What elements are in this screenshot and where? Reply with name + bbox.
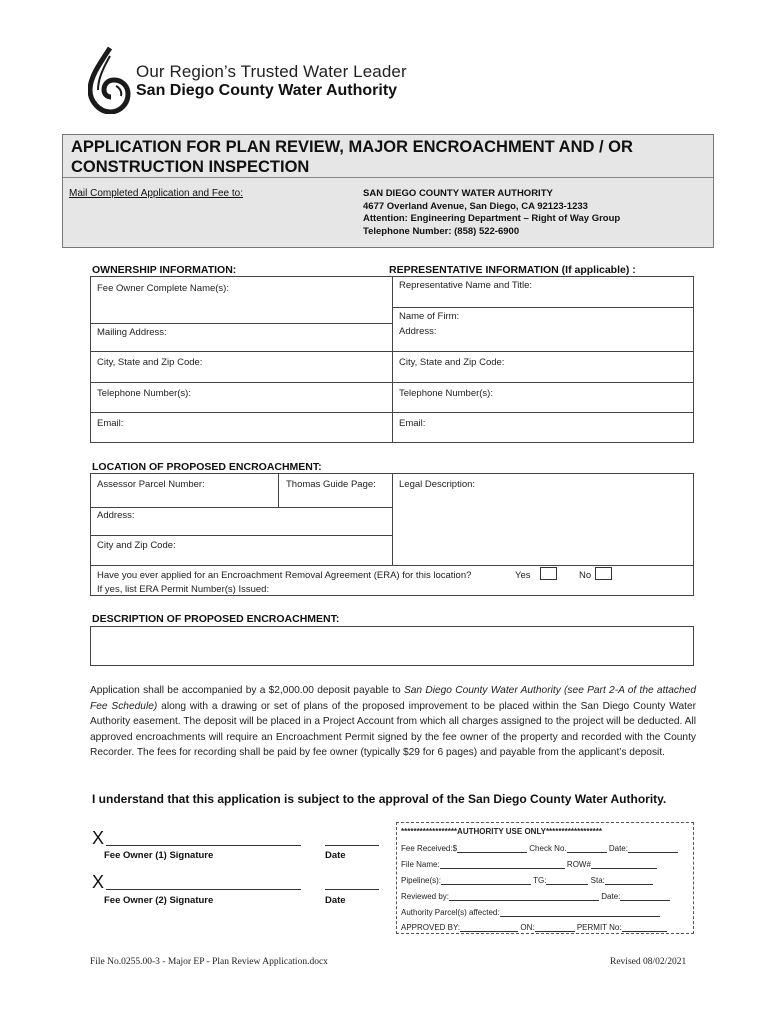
file-name-row	[401, 859, 657, 869]
mailing-address-block	[363, 188, 620, 238]
description-heading: DESCRIPTION OF PROPOSED ENCROACHMENT:	[92, 613, 340, 625]
address-line: Telephone Number: (858) 522-6900	[363, 225, 520, 237]
acknowledgement-text: I understand that this application is subject to the approval of the San Diego County Water Authority.	[92, 792, 667, 806]
owner1-signature-label: Fee Owner (1) Signature	[104, 850, 214, 861]
representative-heading: REPRESENTATIVE INFORMATION (If applicable) :	[389, 264, 636, 276]
file-name-field[interactable]	[440, 859, 565, 869]
parcels-row	[401, 907, 660, 917]
location-address-field[interactable]: Address:	[97, 510, 135, 521]
contact-info-grid	[90, 276, 694, 443]
rep-firm-field[interactable]: Name of Firm:	[399, 311, 460, 322]
rep-city-state-zip-field[interactable]: City, State and Zip Code:	[399, 357, 505, 368]
title-block	[62, 134, 714, 248]
address-line: Attention: Engineering Department – Right of Way Group	[363, 213, 621, 224]
check-no-field[interactable]	[567, 843, 607, 853]
approved-by-label: APPROVED BY:	[401, 923, 461, 932]
era-question: Have you ever applied for an Encroachment Removal Agreement (ERA) for this location?	[97, 570, 472, 581]
owner2-date-line[interactable]	[325, 889, 379, 890]
deposit-paragraph	[90, 683, 696, 761]
parcels-label: Authority Parcel(s) affected:	[401, 908, 500, 917]
era-yes-label: Yes	[515, 570, 531, 581]
paragraph-text: Application shall be accompanied by a $2,000.00 deposit payable to	[90, 685, 404, 696]
fee-received-field[interactable]	[457, 843, 527, 853]
owner-telephone-field[interactable]: Telephone Number(s):	[97, 388, 191, 399]
location-grid	[90, 473, 694, 596]
reviewed-by-field[interactable]	[449, 891, 599, 901]
owner2-signature-line[interactable]	[106, 889, 301, 890]
fee-received-row	[401, 843, 678, 853]
apn-field[interactable]: Assessor Parcel Number:	[97, 479, 205, 490]
row-label: ROW#	[566, 860, 591, 869]
era-permit-field[interactable]: If yes, list ERA Permit Number(s) Issued:	[97, 584, 270, 595]
tg-label: TG:	[533, 876, 547, 885]
pipeline-field[interactable]	[441, 875, 531, 885]
rep-telephone-field[interactable]: Telephone Number(s):	[399, 388, 493, 399]
mail-label: Mail Completed Application and Fee to:	[69, 188, 243, 199]
on-field[interactable]	[535, 922, 575, 932]
water-drop-swirl-icon	[88, 46, 132, 114]
thomas-guide-field[interactable]: Thomas Guide Page:	[286, 479, 376, 490]
date-field[interactable]	[628, 843, 678, 853]
owner2-date-label: Date	[325, 895, 346, 906]
pipeline-label: Pipeline(s):	[401, 876, 442, 885]
review-date-field[interactable]	[620, 891, 670, 901]
tg-field[interactable]	[546, 875, 588, 885]
owner-email-field[interactable]: Email:	[97, 418, 124, 429]
paragraph-text: along with a drawing or set of plans of the proposed improvement to be placed within the San Diego County Water Authority easement. The deposit will be placed in a Project Account from which all charges assigned to the project will be deducted. All approved encroachments will require an Encroachment Permit signed by the fee owner of the property and recorded with the County Recorder. The fees for recording shall be paid by fee owner (typically $29 for 6 pages) and payable from the applicant’s deposit.	[90, 700, 697, 758]
permit-no-field[interactable]	[622, 922, 667, 932]
authority-use-box	[396, 822, 694, 934]
check-no-label: Check No.	[529, 844, 567, 853]
rep-address-field[interactable]: Address:	[399, 326, 437, 337]
reviewed-by-label: Reviewed by:	[401, 892, 450, 901]
owner2-signature-label: Fee Owner (2) Signature	[104, 895, 214, 906]
era-no-checkbox[interactable]	[595, 567, 612, 580]
ownership-heading: OWNERSHIP INFORMATION:	[92, 264, 237, 276]
description-textarea[interactable]	[90, 626, 694, 666]
address-line: 4677 Overland Avenue, San Diego, CA 92123-1233	[363, 200, 588, 212]
on-label: ON:	[520, 923, 535, 932]
fee-owner-name-field[interactable]: Fee Owner Complete Name(s):	[97, 283, 229, 294]
org-name: San Diego County Water Authority	[136, 82, 398, 99]
location-city-zip-field[interactable]: City and Zip Code:	[97, 540, 176, 551]
mailing-address-field[interactable]: Mailing Address:	[97, 327, 167, 338]
era-no-label: No	[579, 570, 592, 581]
page-title: APPLICATION FOR PLAN REVIEW, MAJOR ENCROACHMENT AND / OR CONSTRUCTION INSPECTION	[71, 138, 633, 176]
row-field[interactable]	[591, 859, 657, 869]
legal-description-field[interactable]: Legal Description:	[399, 479, 476, 490]
signature-x-mark: X	[92, 828, 105, 848]
parcels-field[interactable]	[500, 907, 660, 917]
rep-name-title-field[interactable]: Representative Name and Title:	[399, 280, 533, 291]
fee-received-label: Fee Received:$	[401, 844, 458, 853]
owner1-signature-line[interactable]	[106, 845, 301, 846]
reviewed-by-row	[401, 891, 670, 901]
permit-no-label: PERMIT No:	[576, 923, 622, 932]
tagline: Our Region’s Trusted Water Leader	[136, 62, 407, 81]
owner-city-state-zip-field[interactable]: City, State and Zip Code:	[97, 357, 203, 368]
signature-x-mark: X	[92, 872, 105, 892]
location-heading: LOCATION OF PROPOSED ENCROACHMENT:	[92, 461, 322, 473]
authority-use-heading: ******************AUTHORITY USE ONLY******************	[401, 827, 602, 836]
address-line: SAN DIEGO COUNTY WATER AUTHORITY	[363, 188, 553, 199]
footer-revised-date: Revised 08/02/2021	[610, 957, 687, 967]
date-label: Date:	[608, 844, 628, 853]
footer-file-name: File No.0255.00-3 - Major EP - Plan Review Application.docx	[90, 957, 328, 967]
rep-email-field[interactable]: Email:	[399, 418, 426, 429]
approved-by-field[interactable]	[460, 922, 518, 932]
pipeline-row	[401, 875, 653, 885]
sta-label: Sta:	[590, 876, 605, 885]
era-yes-checkbox[interactable]	[540, 567, 557, 580]
owner1-date-label: Date	[325, 850, 346, 861]
approval-row	[401, 922, 667, 932]
owner1-date-line[interactable]	[325, 845, 379, 846]
file-name-label: File Name:	[401, 860, 440, 869]
review-date-label: Date:	[601, 892, 621, 901]
sta-field[interactable]	[605, 875, 653, 885]
paragraph-italic-text: San Diego County Water Authority (see Part 2-A of the attached Fee Schedule)	[90, 685, 696, 712]
